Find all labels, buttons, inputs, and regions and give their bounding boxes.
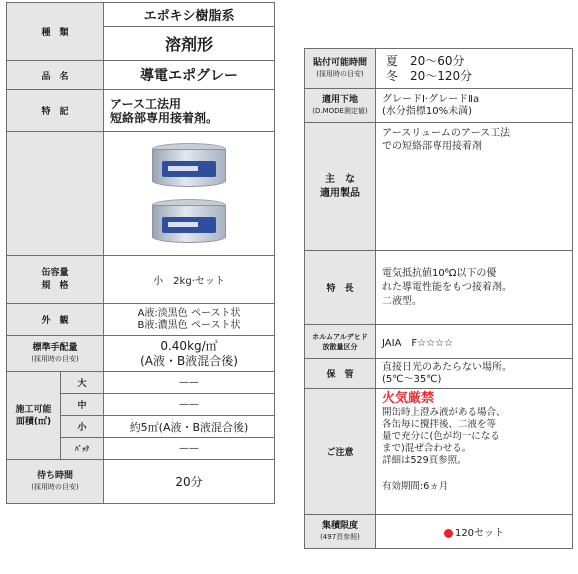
bundle-label xyxy=(305,515,376,549)
appearance-value xyxy=(104,304,275,336)
substrate-line-1: グレードⅠ·グレードⅡa xyxy=(382,93,480,105)
std-amount-line-1: 0.40kg/㎡ xyxy=(160,338,218,353)
caution-title: 火気厳禁 xyxy=(382,391,435,406)
properties-line-1: 電気抵抗値10⁶Ω以下の優 xyxy=(382,267,497,279)
pot-life-value xyxy=(376,49,573,89)
products-line-1: アースリュームのアース工法 xyxy=(382,128,511,139)
caution-line-3: 量で充分に(色が均一になる xyxy=(382,431,500,442)
area-value-large: —— xyxy=(104,372,275,394)
area-size-bag: ﾊﾞｯｸ xyxy=(61,438,104,460)
std-amount-value xyxy=(104,336,275,372)
std-amount-label-line-1: 標準手配量 xyxy=(32,342,78,353)
right-spec-table xyxy=(304,48,573,549)
bundle-label-line-1: 集積限度 xyxy=(321,520,358,531)
pot-value-winter: 冬 20〜120分 xyxy=(386,68,473,83)
properties-line-3: 二液型。 xyxy=(382,295,422,307)
substrate-label-line-1: 適用下地 xyxy=(321,94,358,105)
area-value-bag: —— xyxy=(104,438,275,460)
pot-label-line-2: (採用時の目安) xyxy=(316,69,364,78)
formaldehyde-value: JAIA F☆☆☆☆ xyxy=(376,325,573,359)
caution-value xyxy=(376,389,573,515)
products-label xyxy=(305,123,376,251)
std-amount-label-line-2: (採用時の目安) xyxy=(31,354,79,363)
wait-label-line-1: 待ち時間 xyxy=(37,470,74,481)
products-label-line-2: 適用製品 xyxy=(320,187,360,199)
bundle-value: 120セット xyxy=(454,528,505,539)
left-spec-table xyxy=(6,2,275,504)
std-amount-label xyxy=(7,336,104,372)
wait-value: 20分 xyxy=(104,460,275,504)
appearance-label: 外 観 xyxy=(7,304,104,336)
area-label-line-2: 面積(㎡) xyxy=(15,416,52,427)
storage-label: 保 管 xyxy=(305,359,376,389)
product-image xyxy=(104,132,275,256)
area-value-medium: —— xyxy=(104,394,275,416)
red-dot-icon xyxy=(444,529,453,538)
capacity-label-line-1: 缶容量 xyxy=(41,267,69,278)
formaldehyde-label-line-2: 放散量区分 xyxy=(322,342,358,351)
area-value-small: 約5㎡(A液・B液混合後) xyxy=(104,416,275,438)
type-value: エポキシ樹脂系 xyxy=(104,3,275,27)
wait-label xyxy=(7,460,104,504)
feature-line-2: 短絡部専用接着剤。 xyxy=(110,110,219,125)
capacity-value: 小 2kg·セット xyxy=(104,256,275,304)
formaldehyde-label-line-1: ホルムアルデヒド xyxy=(312,332,368,341)
feature-line-1: アース工法用 xyxy=(110,96,182,111)
products-value xyxy=(376,123,573,251)
type-label: 種 類 xyxy=(7,3,104,61)
properties-label: 特 長 xyxy=(305,251,376,325)
wait-label-line-2: (採用時の目安) xyxy=(31,482,79,491)
capacity-label xyxy=(7,256,104,304)
image-label-cell xyxy=(7,132,104,256)
area-size-small: 小 xyxy=(61,416,104,438)
products-line-2: での短絡部専用接着剤 xyxy=(382,141,482,152)
caution-label: ご注意 xyxy=(305,389,376,515)
substrate-label-line-2: (D.MODE測定値) xyxy=(312,106,368,115)
area-size-medium: 中 xyxy=(61,394,104,416)
substrate-label xyxy=(305,89,376,123)
name-value: 導電エポグレー xyxy=(104,61,275,90)
capacity-label-line-2: 規 格 xyxy=(41,280,69,291)
can-image-top xyxy=(152,143,226,189)
name-label: 品 名 xyxy=(7,61,104,90)
caution-line-2: 各缶毎に攪拌後、二液を等 xyxy=(382,419,497,430)
pot-life-label xyxy=(305,49,376,89)
properties-line-2: れた導電性能をもつ接着剤。 xyxy=(382,281,512,293)
feature-label: 特 記 xyxy=(7,90,104,132)
std-amount-line-2: (A液・B液混合後) xyxy=(140,353,238,368)
substrate-line-2: (水分指標10%未満) xyxy=(382,105,473,117)
formaldehyde-label xyxy=(305,325,376,359)
bundle-label-line-2: (497頁参照) xyxy=(320,532,360,541)
properties-value xyxy=(376,251,573,325)
can-image-bottom xyxy=(152,199,226,245)
substrate-value xyxy=(376,89,573,123)
storage-line-1: 直接日光のあたらない場所。 xyxy=(382,361,512,373)
area-label xyxy=(7,372,61,460)
feature-value xyxy=(104,90,275,132)
pot-label-line-1: 貼付可能時間 xyxy=(312,57,367,68)
storage-line-2: (5℃〜35℃) xyxy=(382,373,442,385)
area-size-large: 大 xyxy=(61,372,104,394)
subtype-value: 溶剤形 xyxy=(104,27,275,61)
appearance-line-2: B液:濃黒色 ペースト状 xyxy=(137,319,241,331)
caution-line-5: 詳細は529頁参照。 xyxy=(382,455,467,466)
shelf-life: 有効期間:6ヵ月 xyxy=(382,481,449,492)
area-label-line-1: 施工可能 xyxy=(15,404,52,415)
caution-line-1: 開缶時上澄み液がある場合、 xyxy=(382,407,506,418)
products-label-line-1: 主 な xyxy=(325,173,355,185)
bundle-value-cell xyxy=(376,515,573,549)
storage-value xyxy=(376,359,573,389)
caution-line-4: まで)混ぜ合わせる。 xyxy=(382,443,472,454)
appearance-line-1: A液:淡黒色 ペースト状 xyxy=(137,307,241,319)
pot-value-summer: 夏 20〜60分 xyxy=(386,53,465,68)
